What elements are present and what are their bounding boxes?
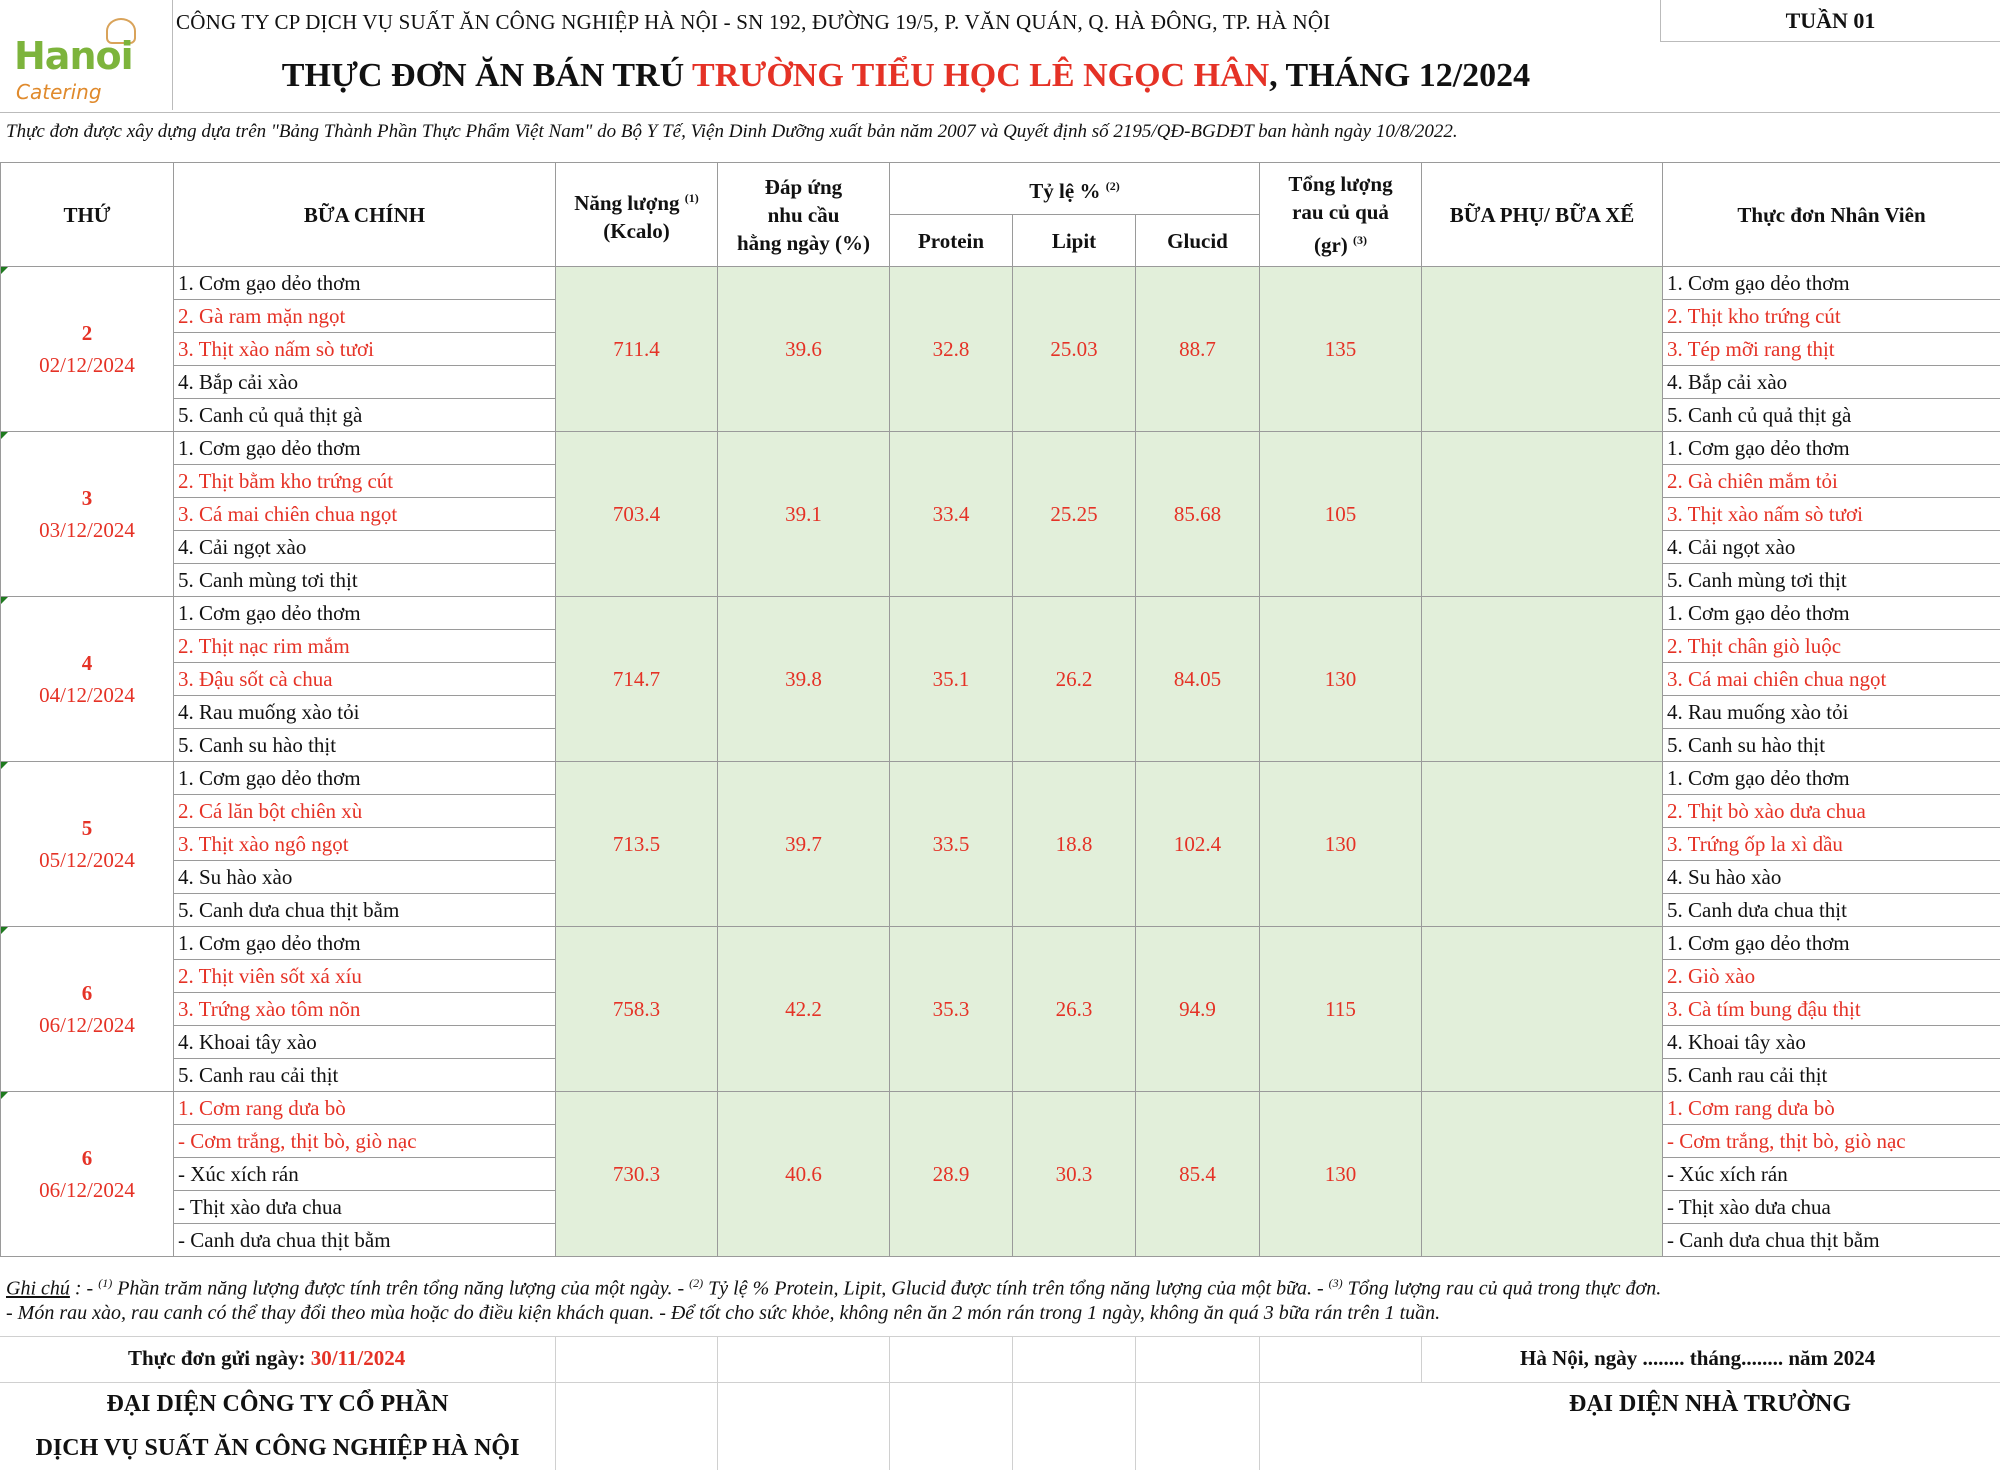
- glucid-value: 85.68: [1136, 432, 1260, 597]
- table-row: [1, 927, 2000, 960]
- note-sup-1: (1): [98, 1276, 113, 1290]
- main-dish: 4. Su hào xào: [174, 861, 556, 894]
- day-number: 2: [81, 321, 93, 345]
- title-school: TRƯỜNG TIỂU HỌC LÊ NGỌC HÂN: [692, 57, 1270, 94]
- main-dish: 3. Cá mai chiên chua ngọt: [174, 498, 556, 531]
- main-dish: 2. Gà ram mặn ngọt: [174, 300, 556, 333]
- staff-dish: 5. Canh su hào thịt: [1663, 729, 2000, 762]
- main-dish: 5. Canh rau cải thịt: [174, 1059, 556, 1092]
- staff-dish: 4. Su hào xào: [1663, 861, 2000, 894]
- main-dish: 3. Thịt xào nấm sò tươi: [174, 333, 556, 366]
- company-logo: [6, 8, 166, 126]
- main-dish: 2. Cá lăn bột chiên xù: [174, 795, 556, 828]
- staff-dish: 4. Bắp cải xào: [1663, 366, 2000, 399]
- sent-label: Thực đơn gửi ngày:: [128, 1346, 311, 1370]
- comment-marker-icon: [1, 762, 8, 769]
- divider: [1012, 1336, 1013, 1470]
- veg-value: 130: [1260, 762, 1422, 927]
- table-row: [1, 1092, 2000, 1125]
- snack-cell: [1422, 927, 1663, 1092]
- page-title: [176, 52, 1636, 100]
- note-text-2: Tỷ lệ % Protein, Lipit, Glucid được tính trên tổng năng lượng của một bữa. -: [703, 1277, 1329, 1300]
- staff-dish: 1. Cơm rang dưa bò: [1663, 1092, 2000, 1125]
- main-dish: 5. Canh củ quả thịt gà: [174, 399, 556, 432]
- main-dish: 3. Thịt xào ngô ngọt: [174, 828, 556, 861]
- menu-table-body: [1, 267, 2000, 1257]
- logo-text-main: Hanoi: [14, 34, 133, 78]
- note-line-2: - Món rau xào, rau canh có thể thay đổi theo mùa hoặc do điều kiện khách quan. - Để tốt cho sức khỏe, không nên ăn 2 món rán trong 1 ngày, không ăn quá 3 bữa rán trên 1 tuần.: [6, 1302, 1441, 1324]
- main-dish: 4. Bắp cải xào: [174, 366, 556, 399]
- energy-unit: (Kcalo): [603, 219, 670, 243]
- veg-value: 135: [1260, 267, 1422, 432]
- protein-value: 35.1: [890, 597, 1013, 762]
- staff-dish: 3. Cà tím bung đậu thịt: [1663, 993, 2000, 1026]
- day-date: 03/12/2024: [39, 518, 135, 542]
- logo-text-sub: Catering: [16, 80, 102, 104]
- col-header-veg: [1260, 163, 1422, 267]
- table-row: [1, 432, 2000, 465]
- glucid-value: 88.7: [1136, 267, 1260, 432]
- col-header-protein: Protein: [890, 215, 1013, 267]
- veg-label-3: (gr): [1313, 233, 1348, 257]
- table-row: [1, 762, 2000, 795]
- divider: [1421, 1336, 1422, 1382]
- col-header-energy: [556, 163, 718, 267]
- staff-dish: 5. Canh mùng tơi thịt: [1663, 564, 2000, 597]
- col-header-ratio: [890, 163, 1260, 215]
- staff-dish: 2. Thịt chân giò luộc: [1663, 630, 2000, 663]
- glucid-value: 94.9: [1136, 927, 1260, 1092]
- day-date: 06/12/2024: [39, 1178, 135, 1202]
- day-number: 4: [81, 651, 93, 675]
- table-row: [1, 597, 2000, 630]
- energy-value: 703.4: [556, 432, 718, 597]
- lipit-value: 30.3: [1013, 1092, 1136, 1257]
- daily-label-3: hằng ngày (%): [736, 230, 871, 255]
- staff-dish: 3. Cá mai chiên chua ngọt: [1663, 663, 2000, 696]
- protein-value: 33.4: [890, 432, 1013, 597]
- main-dish: 5. Canh su hào thịt: [174, 729, 556, 762]
- divider: [0, 1336, 2000, 1337]
- protein-value: 33.5: [890, 762, 1013, 927]
- staff-dish: 2. Thịt bò xào dưa chua: [1663, 795, 2000, 828]
- day-date: 05/12/2024: [39, 848, 135, 872]
- day-cell: [1, 1092, 174, 1257]
- staff-dish: 2. Giò xào: [1663, 960, 2000, 993]
- staff-dish: 1. Cơm gạo dẻo thơm: [1663, 432, 2000, 465]
- menu-sent-date: [128, 1340, 405, 1376]
- staff-dish: - Cơm trắng, thịt bò, giò nạc: [1663, 1125, 2000, 1158]
- staff-dish: 1. Cơm gạo dẻo thơm: [1663, 762, 2000, 795]
- staff-dish: 3. Tép mỡi rang thịt: [1663, 333, 2000, 366]
- comment-marker-icon: [1, 1092, 8, 1099]
- day-number: 6: [81, 981, 93, 1005]
- staff-dish: 5. Canh dưa chua thịt: [1663, 894, 2000, 927]
- veg-value: 130: [1260, 1092, 1422, 1257]
- daily-value: 42.2: [718, 927, 890, 1092]
- main-dish: 1. Cơm gạo dẻo thơm: [174, 267, 556, 300]
- col-header-bua-phu: BỮA PHỤ/ BỮA XẾ: [1422, 163, 1663, 267]
- staff-dish: 4. Rau muống xào tỏi: [1663, 696, 2000, 729]
- staff-dish: 1. Cơm gạo dẻo thơm: [1663, 597, 2000, 630]
- table-row: [1, 267, 2000, 300]
- main-dish: - Cơm trắng, thịt bò, giò nạc: [174, 1125, 556, 1158]
- page-subtitle: Thực đơn được xây dựng dựa trên "Bảng Thành Phần Thực Phẩm Việt Nam" do Bộ Y Tế, Viện Dinh Dưỡng xuất bản năm 2007 và Quyết định số 2195/QĐ-BGDĐT ban hành ngày 10/8/2022.: [6, 121, 1458, 142]
- daily-label-2: nhu cầu: [767, 202, 840, 227]
- note-text-3: Tổng lượng rau củ quả trong thực đơn.: [1342, 1277, 1662, 1300]
- col-header-staff: Thực đơn Nhân Viên: [1663, 163, 2000, 267]
- energy-value: 758.3: [556, 927, 718, 1092]
- daily-value: 39.7: [718, 762, 890, 927]
- main-dish: 3. Đậu sốt cà chua: [174, 663, 556, 696]
- staff-dish: 5. Canh củ quả thịt gà: [1663, 399, 2000, 432]
- day-date: 06/12/2024: [39, 1013, 135, 1037]
- protein-value: 35.3: [890, 927, 1013, 1092]
- energy-label: Năng lượng: [574, 191, 680, 215]
- veg-value: 105: [1260, 432, 1422, 597]
- comment-marker-icon: [1, 927, 8, 934]
- daily-value: 39.6: [718, 267, 890, 432]
- day-cell: [1, 762, 174, 927]
- energy-value: 730.3: [556, 1092, 718, 1257]
- protein-value: 32.8: [890, 267, 1013, 432]
- week-label: TUẦN 01: [1660, 0, 2000, 42]
- day-number: 5: [81, 816, 93, 840]
- note-pre: : -: [69, 1277, 99, 1300]
- staff-dish: 5. Canh rau cải thịt: [1663, 1059, 2000, 1092]
- staff-dish: 4. Cải ngọt xào: [1663, 531, 2000, 564]
- note-sup-3: (3): [1328, 1276, 1343, 1290]
- main-dish: 4. Khoai tây xào: [174, 1026, 556, 1059]
- ratio-sup: (2): [1105, 179, 1120, 193]
- sheet-header: [0, 0, 2000, 160]
- main-dish: 1. Cơm gạo dẻo thơm: [174, 927, 556, 960]
- divider: [0, 112, 2000, 113]
- staff-dish: 3. Thịt xào nấm sò tươi: [1663, 498, 2000, 531]
- lipit-value: 26.2: [1013, 597, 1136, 762]
- snack-cell: [1422, 597, 1663, 762]
- divider: [1135, 1336, 1136, 1470]
- staff-dish: - Thịt xào dưa chua: [1663, 1191, 2000, 1224]
- note-text-1: Phần trăm năng lượng được tính trên tổng năng lượng của một ngày. -: [112, 1277, 690, 1300]
- daily-value: 39.8: [718, 597, 890, 762]
- school-representative: ĐẠI DIỆN NHÀ TRƯỜNG: [1568, 1391, 1852, 1417]
- day-cell: [1, 432, 174, 597]
- day-date: 02/12/2024: [39, 353, 135, 377]
- glucid-value: 85.4: [1136, 1092, 1260, 1257]
- divider: [0, 1382, 2000, 1383]
- col-header-glucid: Glucid: [1136, 215, 1260, 267]
- veg-label-2: rau củ quả: [1292, 200, 1389, 224]
- divider: [172, 0, 173, 110]
- company-representative-line-2: DỊCH VỤ SUẤT ĂN CÔNG NGHIỆP HÀ NỘI: [35, 1435, 520, 1461]
- divider: [889, 1336, 890, 1470]
- veg-value: 130: [1260, 597, 1422, 762]
- comment-marker-icon: [1, 597, 8, 604]
- comment-marker-icon: [1, 267, 8, 274]
- snack-cell: [1422, 1092, 1663, 1257]
- daily-label-1: Đáp ứng: [764, 174, 843, 199]
- main-dish: - Xúc xích rán: [174, 1158, 556, 1191]
- main-dish: 1. Cơm gạo dẻo thơm: [174, 597, 556, 630]
- snack-cell: [1422, 432, 1663, 597]
- col-header-bua-chinh: BỮA CHÍNH: [174, 163, 556, 267]
- daily-value: 40.6: [718, 1092, 890, 1257]
- ratio-label: Tỷ lệ %: [1029, 179, 1101, 203]
- col-header-lipit: Lipit: [1013, 215, 1136, 267]
- lipit-value: 25.03: [1013, 267, 1136, 432]
- main-dish: 1. Cơm rang dưa bò: [174, 1092, 556, 1125]
- main-dish: 2. Thịt bằm kho trứng cút: [174, 465, 556, 498]
- staff-dish: 2. Gà chiên mắm tỏi: [1663, 465, 2000, 498]
- staff-dish: - Canh dưa chua thịt bằm: [1663, 1224, 2000, 1257]
- main-dish: - Canh dưa chua thịt bằm: [174, 1224, 556, 1257]
- divider: [1259, 1336, 1260, 1470]
- snack-cell: [1422, 762, 1663, 927]
- glucid-value: 84.05: [1136, 597, 1260, 762]
- day-number: 3: [81, 486, 93, 510]
- day-cell: [1, 267, 174, 432]
- company-line: CÔNG TY CP DỊCH VỤ SUẤT ĂN CÔNG NGHIỆP HÀ NỘI - SN 192, ĐƯỜNG 19/5, P. VĂN QUÁN, Q. HÀ ĐÔNG, TP. HÀ NỘI: [176, 10, 1331, 34]
- veg-sup: (3): [1353, 233, 1368, 247]
- protein-value: 28.9: [890, 1092, 1013, 1257]
- main-dish: 2. Thịt viên sốt xá xíu: [174, 960, 556, 993]
- main-dish: 1. Cơm gạo dẻo thơm: [174, 432, 556, 465]
- col-header-thu: THỨ: [1, 163, 174, 267]
- main-dish: 1. Cơm gạo dẻo thơm: [174, 762, 556, 795]
- glucid-value: 102.4: [1136, 762, 1260, 927]
- lipit-value: 26.3: [1013, 927, 1136, 1092]
- day-cell: [1, 597, 174, 762]
- title-suffix: , THÁNG 12/2024: [1269, 57, 1531, 94]
- main-dish: 5. Canh dưa chua thịt bằm: [174, 894, 556, 927]
- lipit-value: 25.25: [1013, 432, 1136, 597]
- main-dish: 3. Trứng xào tôm nõn: [174, 993, 556, 1026]
- col-header-daily: [718, 163, 890, 267]
- staff-dish: 1. Cơm gạo dẻo thơm: [1663, 927, 2000, 960]
- staff-dish: 3. Trứng ốp la xì dầu: [1663, 828, 2000, 861]
- staff-dish: 2. Thịt kho trứng cút: [1663, 300, 2000, 333]
- sent-date: 30/11/2024: [310, 1346, 406, 1370]
- staff-dish: - Xúc xích rán: [1663, 1158, 2000, 1191]
- main-dish: - Thịt xào dưa chua: [174, 1191, 556, 1224]
- note-label: Ghi chú: [6, 1277, 70, 1300]
- energy-value: 713.5: [556, 762, 718, 927]
- note-sup-2: (2): [689, 1276, 704, 1290]
- main-dish: 2. Thịt nạc rim mắm: [174, 630, 556, 663]
- place-date: Hà Nội, ngày ........ tháng........ năm 2024: [1520, 1346, 1876, 1370]
- divider: [717, 1336, 718, 1470]
- veg-label-1: Tổng lượng: [1288, 172, 1393, 196]
- main-dish: 5. Canh mùng tơi thịt: [174, 564, 556, 597]
- staff-dish: 1. Cơm gạo dẻo thơm: [1663, 267, 2000, 300]
- day-number: 6: [81, 1146, 93, 1170]
- energy-sup: (1): [684, 191, 699, 205]
- title-prefix: THỰC ĐƠN ĂN BÁN TRÚ: [281, 57, 693, 94]
- comment-marker-icon: [1, 432, 8, 439]
- main-dish: 4. Rau muống xào tỏi: [174, 696, 556, 729]
- veg-value: 115: [1260, 927, 1422, 1092]
- main-dish: 4. Cải ngọt xào: [174, 531, 556, 564]
- day-cell: [1, 927, 174, 1092]
- energy-value: 711.4: [556, 267, 718, 432]
- menu-table: [0, 162, 2000, 1257]
- divider: [555, 1336, 556, 1470]
- company-representative-line-1: ĐẠI DIỆN CÔNG TY CỔ PHẦN: [106, 1391, 449, 1417]
- day-date: 04/12/2024: [39, 683, 135, 707]
- daily-value: 39.1: [718, 432, 890, 597]
- staff-dish: 4. Khoai tây xào: [1663, 1026, 2000, 1059]
- lipit-value: 18.8: [1013, 762, 1136, 927]
- energy-value: 714.7: [556, 597, 718, 762]
- snack-cell: [1422, 267, 1663, 432]
